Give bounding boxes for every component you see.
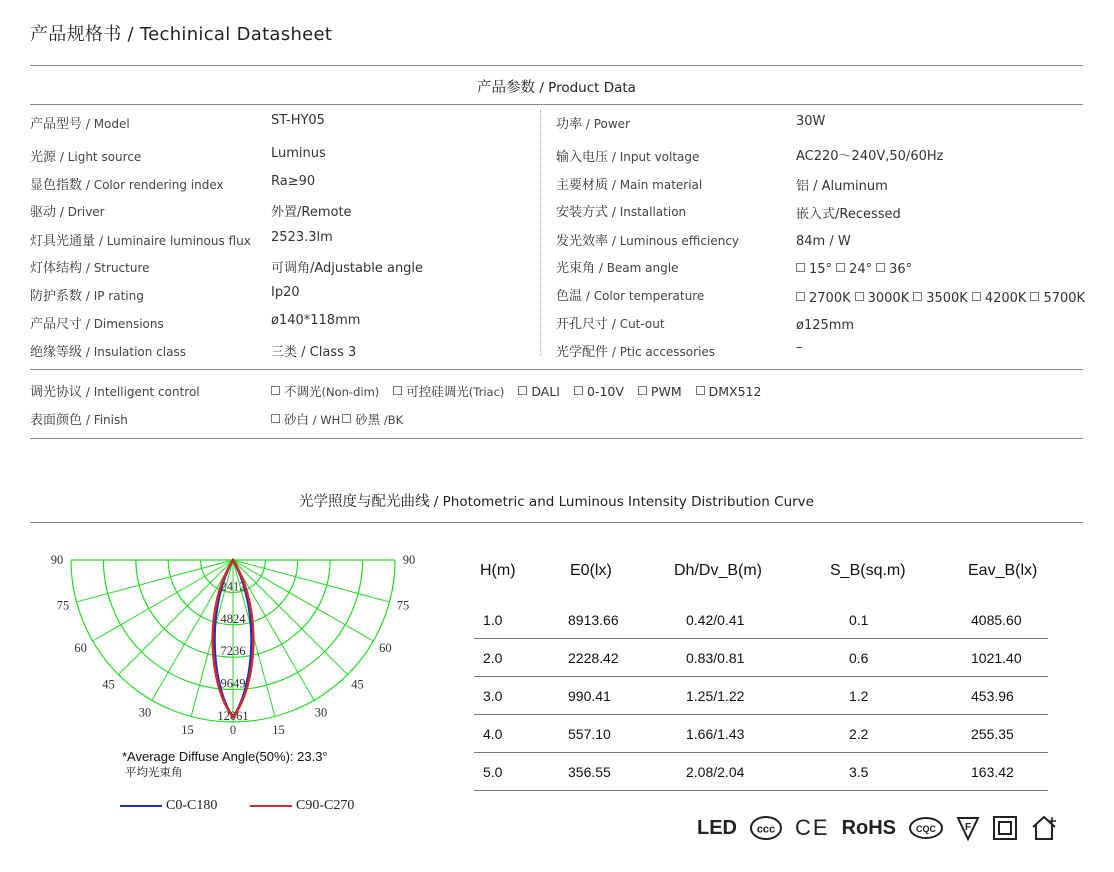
table-row — [474, 753, 1048, 791]
table-row — [474, 715, 1048, 753]
grid-spoke — [77, 560, 233, 602]
checkbox-icon[interactable] — [696, 386, 705, 395]
angle-label: 15 — [181, 723, 194, 738]
table-cell: 8913.66 — [568, 611, 619, 628]
spec-label: 光学配件 / Ptic accessories — [556, 345, 716, 360]
table-row — [474, 677, 1048, 715]
table-cell: 0.6 — [849, 649, 869, 666]
divider — [30, 438, 1083, 439]
angle-label: 30 — [314, 705, 328, 720]
spec-label: 灯体结构 / Structure — [30, 261, 150, 276]
spec-value: 可调角/Adjustable angle — [271, 261, 424, 276]
table-cell: 356.55 — [568, 763, 611, 780]
angle-label: 90 — [402, 553, 416, 567]
checkbox-icon[interactable] — [393, 386, 402, 395]
header-area: S_B(sq.m) — [830, 562, 906, 579]
checkbox-option[interactable]: 2700K — [796, 291, 851, 306]
table-cell: 0.42/0.41 — [686, 611, 745, 628]
checkbox-icon[interactable] — [518, 386, 527, 395]
class-ii-icon — [992, 815, 1018, 841]
table-cell: 2.2 — [849, 725, 869, 742]
checkbox-icon[interactable] — [342, 414, 351, 423]
spec-value: Ip20 — [271, 285, 300, 300]
spec-value: Ra≥90 — [271, 174, 316, 189]
spec-value: ø140*118mm — [271, 313, 361, 328]
table-cell: 1.0 — [483, 611, 503, 628]
certification-marks — [697, 812, 1058, 844]
table-cell: 453.96 — [971, 687, 1014, 704]
radial-label: 7236 — [220, 644, 246, 659]
divider — [30, 65, 1083, 66]
ccc-icon — [749, 815, 783, 841]
checkbox-option[interactable]: 可控硅调光(Triac) — [393, 382, 504, 400]
checkbox-icon[interactable] — [913, 292, 922, 301]
table-cell: 2228.42 — [568, 649, 619, 666]
checkbox-option[interactable]: 砂黑 /BK — [342, 410, 403, 428]
spec-label: 功率 / Power — [556, 117, 630, 132]
checkbox-option[interactable]: DMX512 — [696, 384, 762, 399]
spec-label: 防护系数 / IP rating — [30, 289, 144, 304]
table-header-row — [474, 548, 1048, 594]
spec-value: 84m / W — [796, 234, 851, 249]
angle-label: 15 — [272, 723, 285, 738]
legend-line-red — [250, 805, 292, 808]
table-cell: 163.42 — [971, 763, 1014, 780]
polar-distribution-chart — [50, 540, 416, 738]
finish-options — [271, 410, 405, 428]
spec-value: 30W — [796, 114, 826, 129]
checkbox-icon[interactable] — [796, 292, 805, 301]
spec-label: 开孔尺寸 / Cut-out — [556, 317, 665, 332]
table-cell: 4085.60 — [971, 611, 1022, 628]
dimming-options — [271, 382, 775, 400]
angle-label: 60 — [74, 641, 87, 655]
table-cell: 1021.40 — [971, 649, 1022, 666]
table-row — [474, 601, 1048, 639]
spec-value: AC220～240V,50/60Hz — [796, 149, 944, 164]
table-cell: 5.0 — [483, 763, 503, 780]
table-cell: 557.10 — [568, 725, 611, 742]
spec-label: 驱动 / Driver — [30, 205, 105, 220]
spec-label: 光源 / Light source — [30, 150, 142, 165]
f-mark-text: F — [964, 822, 972, 833]
photometric-table — [474, 548, 1048, 791]
svg-text:ccc: ccc — [756, 823, 776, 836]
diffuse-angle-note: *Average Diffuse Angle(50%): 23.3° — [122, 749, 328, 764]
radial-label: 9649 — [220, 676, 246, 691]
checkbox-option[interactable]: PWM — [638, 384, 682, 399]
checkbox-option[interactable]: 不调光(Non-dim) — [271, 382, 379, 400]
table-cell: 255.35 — [971, 725, 1014, 742]
cqc-text: CQC — [916, 824, 937, 834]
angle-label: 75 — [56, 598, 70, 613]
table-cell: 0.1 — [849, 611, 869, 628]
spec-value — [796, 262, 916, 277]
table-cell: 990.41 — [568, 687, 611, 704]
spec-value — [796, 291, 1089, 306]
ce-mark: CE — [795, 815, 830, 840]
checkbox-icon[interactable] — [1030, 292, 1039, 301]
spec-value: – — [796, 340, 803, 355]
angle-label: 90 — [50, 553, 64, 567]
divider — [30, 369, 1083, 370]
spec-value: ST-HY05 — [271, 113, 325, 128]
column-separator — [540, 110, 541, 356]
spec-label: 光束角 / Beam angle — [556, 261, 679, 276]
spec-label: 发光效率 / Luminous efficiency — [556, 234, 740, 249]
spec-label: 安装方式 / Installation — [556, 205, 687, 220]
legend-c90-c270: C90-C270 — [250, 798, 354, 814]
spec-label: 色温 / Color temperature — [556, 289, 705, 304]
led-mark: LED — [697, 816, 737, 839]
checkbox-option[interactable]: 5700K — [1030, 291, 1085, 306]
table-body — [474, 601, 1048, 791]
checkbox-option[interactable]: DALI — [518, 384, 560, 399]
spec-label: 产品尺寸 / Dimensions — [30, 317, 164, 332]
spec-value: 铝 / Aluminum — [796, 179, 888, 194]
spec-label: 显色指数 / Color rendering index — [30, 178, 224, 193]
checkbox-option[interactable]: 36° — [876, 262, 912, 277]
table-cell: 3.5 — [849, 763, 869, 780]
legend-line-blue — [120, 805, 162, 808]
document-title: 产品规格书 / Techinical Datasheet — [30, 24, 333, 45]
divider — [30, 104, 1083, 105]
table-cell: 4.0 — [483, 725, 503, 742]
table-row — [474, 639, 1048, 677]
angle-label: 0 — [229, 723, 237, 737]
checkbox-icon[interactable] — [876, 263, 885, 272]
spec-label: 绝缘等级 / Insulation class — [30, 345, 186, 360]
product-data-title: 产品参数 / Product Data — [477, 80, 636, 96]
table-cell: 3.0 — [483, 687, 503, 704]
spec-value: ø125mm — [796, 318, 855, 333]
angle-label: 45 — [102, 677, 115, 692]
checkbox-option[interactable]: 3000K — [855, 291, 910, 306]
spec-label: 灯具光通量 / Luminaire luminous flux — [30, 234, 251, 249]
header-e0: E0(lx) — [570, 562, 612, 579]
header-diameter: Dh/Dv_B(m) — [674, 562, 763, 579]
checkbox-icon[interactable] — [796, 263, 805, 272]
table-cell: 0.83/0.81 — [686, 649, 745, 666]
checkbox-icon[interactable] — [972, 292, 981, 301]
checkbox-icon[interactable] — [574, 386, 583, 395]
checkbox-icon[interactable] — [271, 386, 280, 395]
checkbox-option[interactable]: 24° — [836, 262, 872, 277]
f-mark-icon — [956, 815, 980, 841]
spec-label: 输入电压 / Input voltage — [556, 150, 700, 165]
header-eav: Eav_B(lx) — [968, 562, 1038, 579]
spec-value: Luminus — [271, 146, 326, 161]
checkbox-option[interactable]: 3500K — [913, 291, 968, 306]
indoor-use-icon — [1030, 814, 1058, 842]
header-height: H(m) — [480, 562, 516, 579]
table-cell: 2.08/2.04 — [686, 763, 745, 780]
radial-label: 4824 — [220, 611, 246, 626]
spec-label: 产品型号 / Model — [30, 117, 130, 132]
diffuse-angle-note-cn: 平均光束角 — [125, 765, 183, 779]
rohs-mark: RoHS — [841, 816, 897, 839]
checkbox-option[interactable]: 0-10V — [574, 384, 624, 399]
table-cell: 1.2 — [849, 687, 869, 704]
checkbox-option[interactable]: 砂白 / WH — [271, 410, 340, 428]
finish-label: 表面颜色 / Finish — [30, 413, 128, 428]
spec-value: 2523.3lm — [271, 230, 333, 245]
table-cell: 2.0 — [483, 649, 503, 666]
radial-label: 2412 — [220, 579, 246, 594]
table-cell: 1.25/1.22 — [686, 687, 745, 704]
spec-value: 嵌入式/Recessed — [796, 207, 901, 222]
checkbox-option[interactable]: 15° — [796, 262, 832, 277]
radial-label: 12061 — [217, 709, 249, 723]
checkbox-icon[interactable] — [638, 386, 647, 395]
photometric-title: 光学照度与配光曲线 / Photometric and Luminous Intensity Distribution Curve — [299, 494, 814, 510]
cqc-icon — [908, 816, 944, 840]
angle-label: 75 — [396, 598, 410, 613]
grid-spoke — [233, 560, 389, 602]
angle-label: 60 — [379, 641, 392, 655]
dimming-label: 调光协议 / Intelligent control — [30, 385, 200, 400]
angle-label: 30 — [138, 705, 152, 720]
angle-label: 45 — [351, 677, 364, 692]
spec-label: 主要材质 / Main material — [556, 178, 703, 193]
table-cell: 1.66/1.43 — [686, 725, 745, 742]
checkbox-icon[interactable] — [271, 414, 280, 423]
legend-c0-c180: C0-C180 — [120, 798, 217, 814]
spec-value: 外置/Remote — [271, 205, 352, 220]
checkbox-icon[interactable] — [855, 292, 864, 301]
spec-value: 三类 / Class 3 — [271, 345, 357, 360]
divider — [30, 522, 1083, 523]
checkbox-option[interactable]: 4200K — [972, 291, 1027, 306]
checkbox-icon[interactable] — [836, 263, 845, 272]
